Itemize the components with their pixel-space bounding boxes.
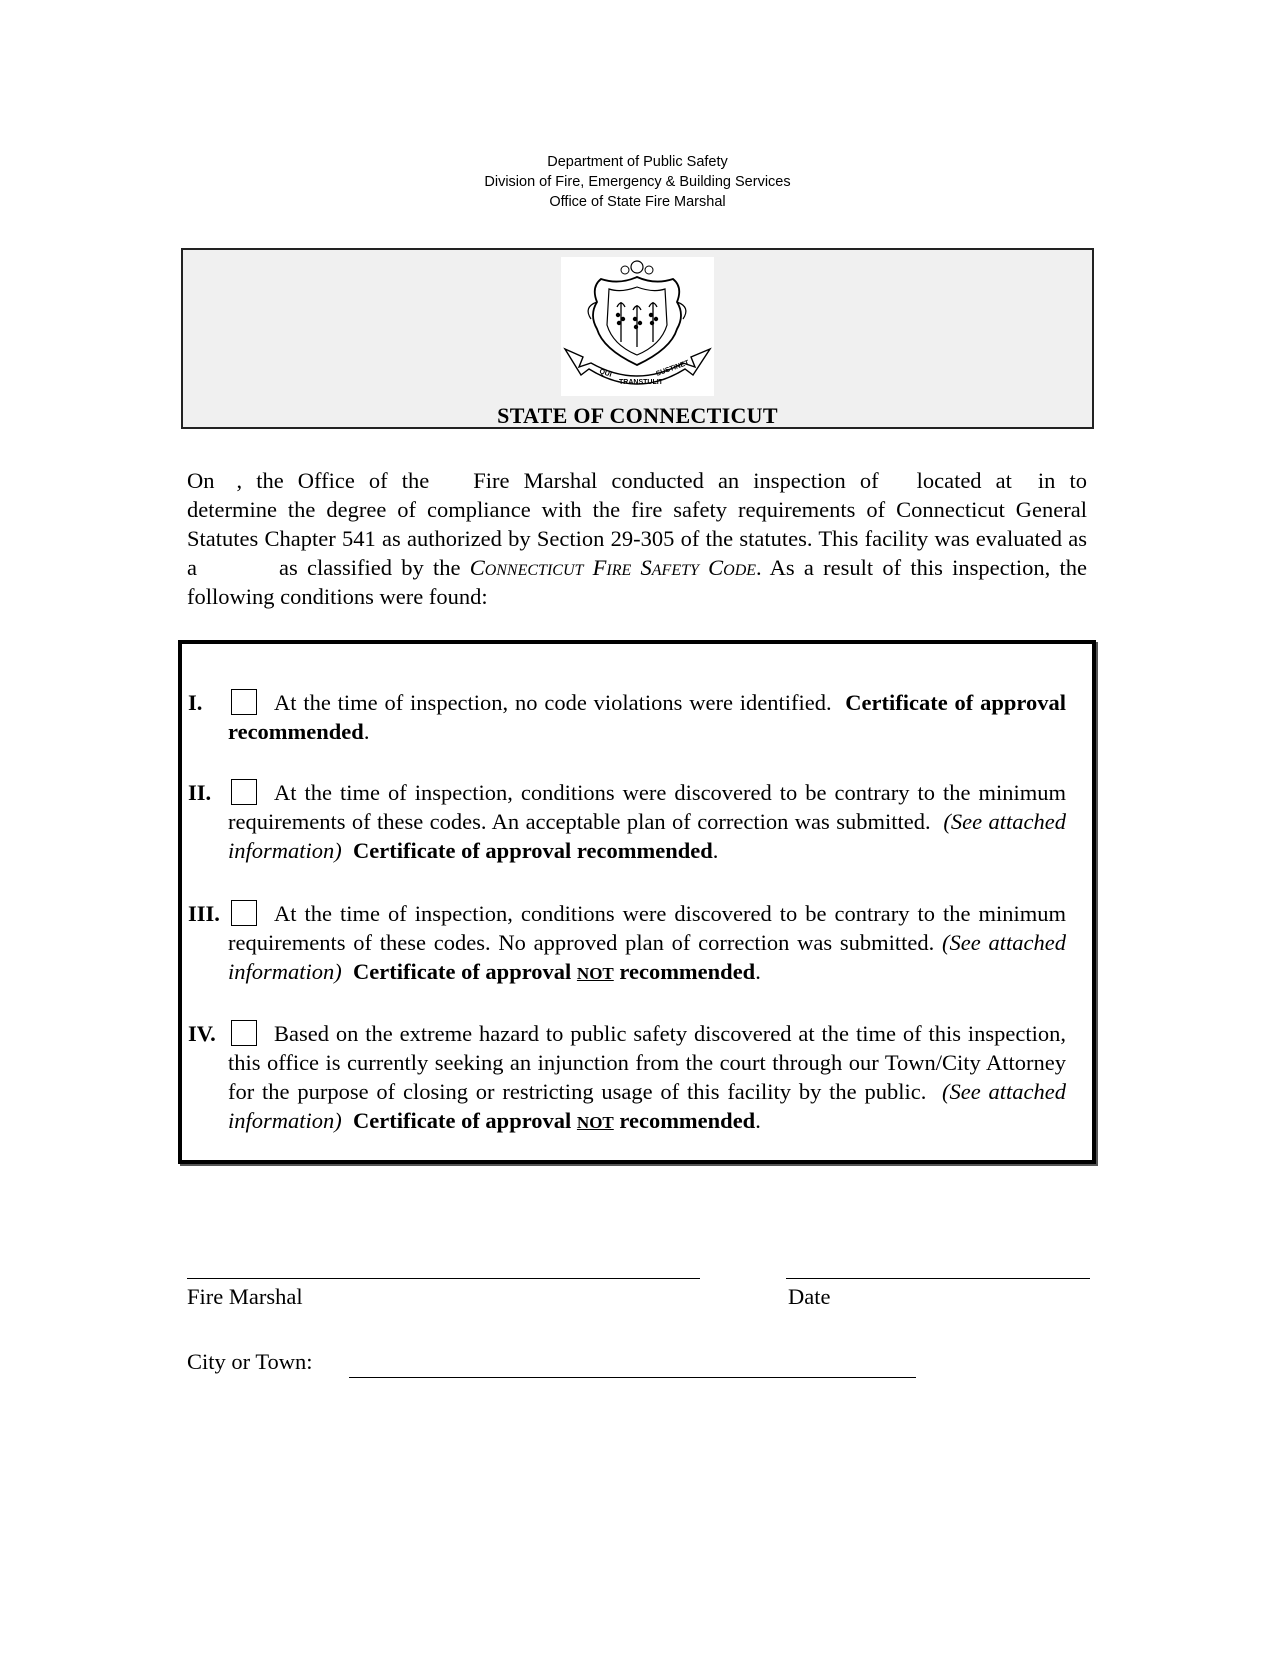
department-name: Department of Public Safety bbox=[547, 154, 728, 170]
intro-text-3: Fire Marshal conducted an inspection of bbox=[473, 468, 879, 493]
fire-marshal-signature-line[interactable] bbox=[187, 1278, 700, 1279]
city-town-label: City or Town: bbox=[187, 1349, 313, 1374]
intro-text-7: as classified by the bbox=[279, 555, 461, 580]
condition-description: At the time of inspection, conditions were discovered to be contrary to the minimum requirements of these codes. No approved plan of correction was submitted. bbox=[228, 901, 1066, 955]
condition-end: . bbox=[755, 1108, 761, 1133]
condition-number: I. bbox=[188, 690, 203, 715]
certificate-status-suffix: recommended bbox=[619, 959, 756, 984]
state-seal-icon bbox=[561, 257, 714, 396]
state-seal bbox=[561, 257, 714, 396]
condition-description: At the time of inspection, no code violations were identified. bbox=[274, 690, 832, 715]
condition-end: . bbox=[755, 959, 761, 984]
condition-end: . bbox=[363, 719, 370, 744]
intro-text-9: As a result of this inspection, the following conditions were found: bbox=[187, 555, 1087, 609]
intro-text-1: On bbox=[187, 468, 215, 493]
condition-text bbox=[228, 688, 1066, 746]
agency-header bbox=[0, 152, 1275, 212]
fire-marshal-label: Fire Marshal bbox=[187, 1284, 303, 1309]
see-attached: (See attached information) bbox=[228, 809, 1066, 863]
intro-text-6: to determine the degree of compliance with the fire safety requirements of Connecticut General Statutes Chapter 541 as authorized by Section 29-305 of the statutes. This facility was evaluated as a bbox=[187, 468, 1088, 580]
certificate-status-suffix: recommended bbox=[619, 1108, 756, 1133]
date-label: Date bbox=[788, 1284, 831, 1309]
condition-number: IV. bbox=[188, 1021, 216, 1046]
conditions-box bbox=[178, 640, 1096, 1164]
condition-description: Based on the extreme hazard to public safety discovered at the time of this inspection, this office is currently seeking an injunction from the court through our Town/City Attorney for the purpose of closing or restricting usage of this facility by the public. bbox=[228, 1021, 1066, 1104]
intro-text-8: . bbox=[756, 555, 762, 580]
certificate-status: Certificate of approval bbox=[353, 959, 572, 984]
not-marker: NOT bbox=[576, 1113, 614, 1132]
intro-paragraph bbox=[187, 466, 1087, 611]
see-attached: (See attached information) bbox=[228, 930, 1066, 984]
condition-number: II. bbox=[188, 780, 212, 805]
intro-text-4: located at bbox=[916, 468, 1012, 493]
state-title: STATE OF CONNECTICUT bbox=[497, 403, 778, 428]
condition-number: III. bbox=[188, 901, 220, 926]
condition-text bbox=[228, 899, 1066, 988]
see-attached: (See attached information) bbox=[228, 1079, 1066, 1133]
seal-motto-1: QUI bbox=[598, 368, 613, 379]
division-name: Division of Fire, Emergency & Building Services bbox=[484, 174, 791, 190]
city-town-line[interactable] bbox=[349, 1377, 916, 1378]
date-signature-line[interactable] bbox=[786, 1278, 1090, 1279]
intro-text-5: in bbox=[1037, 468, 1056, 493]
not-marker: NOT bbox=[576, 964, 614, 983]
condition-end: . bbox=[712, 838, 719, 863]
seal-motto-2: TRANSTULIT bbox=[619, 379, 663, 386]
seal-motto-3: SUSTINET bbox=[655, 359, 691, 378]
condition-text bbox=[228, 1019, 1066, 1137]
intro-text-2: , the Office of the bbox=[236, 468, 430, 493]
certificate-status: Certificate of approval bbox=[353, 1108, 572, 1133]
condition-description: At the time of inspection, conditions were discovered to be contrary to the minimum requirements of these codes. An acceptable plan of correction was submitted. bbox=[228, 780, 1066, 834]
office-name: Office of State Fire Marshal bbox=[549, 194, 726, 210]
certificate-status: Certificate of approval recommended bbox=[353, 838, 713, 863]
code-name: Connecticut Fire Safety Code bbox=[469, 555, 757, 580]
certificate-status: Certificate of approval recommended bbox=[228, 690, 1066, 744]
condition-text bbox=[228, 778, 1066, 865]
state-banner bbox=[181, 248, 1094, 429]
